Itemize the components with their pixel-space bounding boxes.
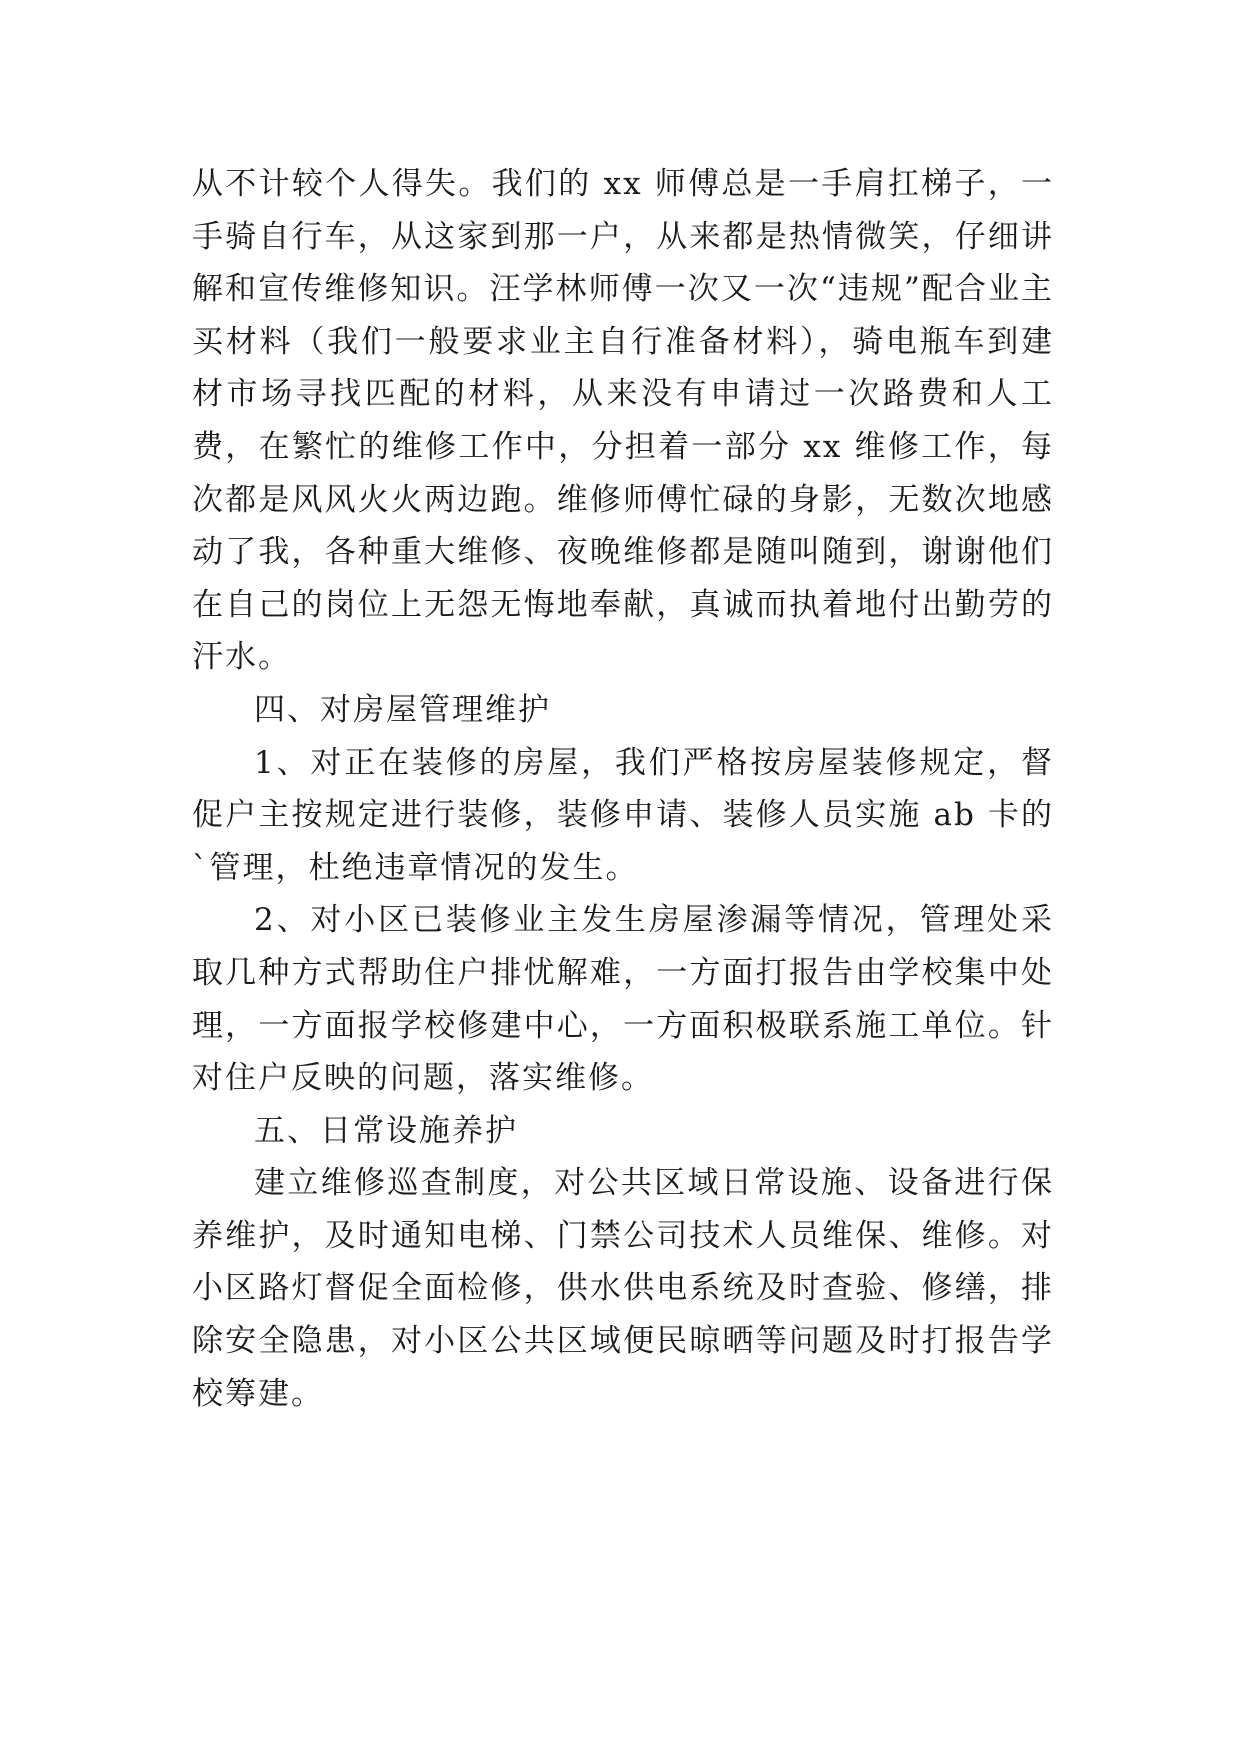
paragraph-renovation-rules: 1、对正在装修的房屋，我们严格按房屋装修规定，督促户主按规定进行装修，装修申请、装修人员实施 ab 卡的`管理，杜绝违章情况的发生。 [192, 744, 1054, 886]
section-heading-facility-maintenance: 五、日常设施养护 [254, 1112, 518, 1149]
paragraph-leak-handling: 2、对小区已装修业主发生房屋渗漏等情况，管理处采取几种方式帮助住户排忧解难，一方面打报告由学校集中处理，一方面报学校修建中心，一方面积极联系施工单位。针对住户反映的问题，落实维修。 [192, 902, 1054, 1097]
document-body [192, 158, 1054, 1420]
section-heading-house-management: 四、对房屋管理维护 [254, 691, 551, 728]
paragraph-maintenance-staff: 从不计较个人得失。我们的 xx 师傅总是一手肩扛梯子，一手骑自行车，从这家到那一户，从来都是热情微笑，仔细讲解和宣传维修知识。汪学林师傅一次又一次“违规”配合业主买材料（我们一般要求业主自行准备材料），骑电瓶车到建材市场寻找匹配的材料，从来没有申请过一次路费和人工费，在繁忙的维修工作中，分担着一部分 xx 维修工作，每次都是风风火火两边跑。维修师傅忙碌的身影，无数次地感动了我，各种重大维修、夜晚维修都是随叫随到，谢谢他们在自己的岗位上无怨无悔地奉献，真诚而执着地付出勤劳的汗水。 [192, 166, 1054, 676]
paragraph-inspection-system: 建立维修巡查制度，对公共区域日常设施、设备进行保养维护，及时通知电梯、门禁公司技术人员维保、维修。对小区路灯督促全面检修，供水供电系统及时查验、修缮，排除安全隐患，对小区公共区域便民晾晒等问题及时打报告学校筹建。 [192, 1165, 1054, 1412]
